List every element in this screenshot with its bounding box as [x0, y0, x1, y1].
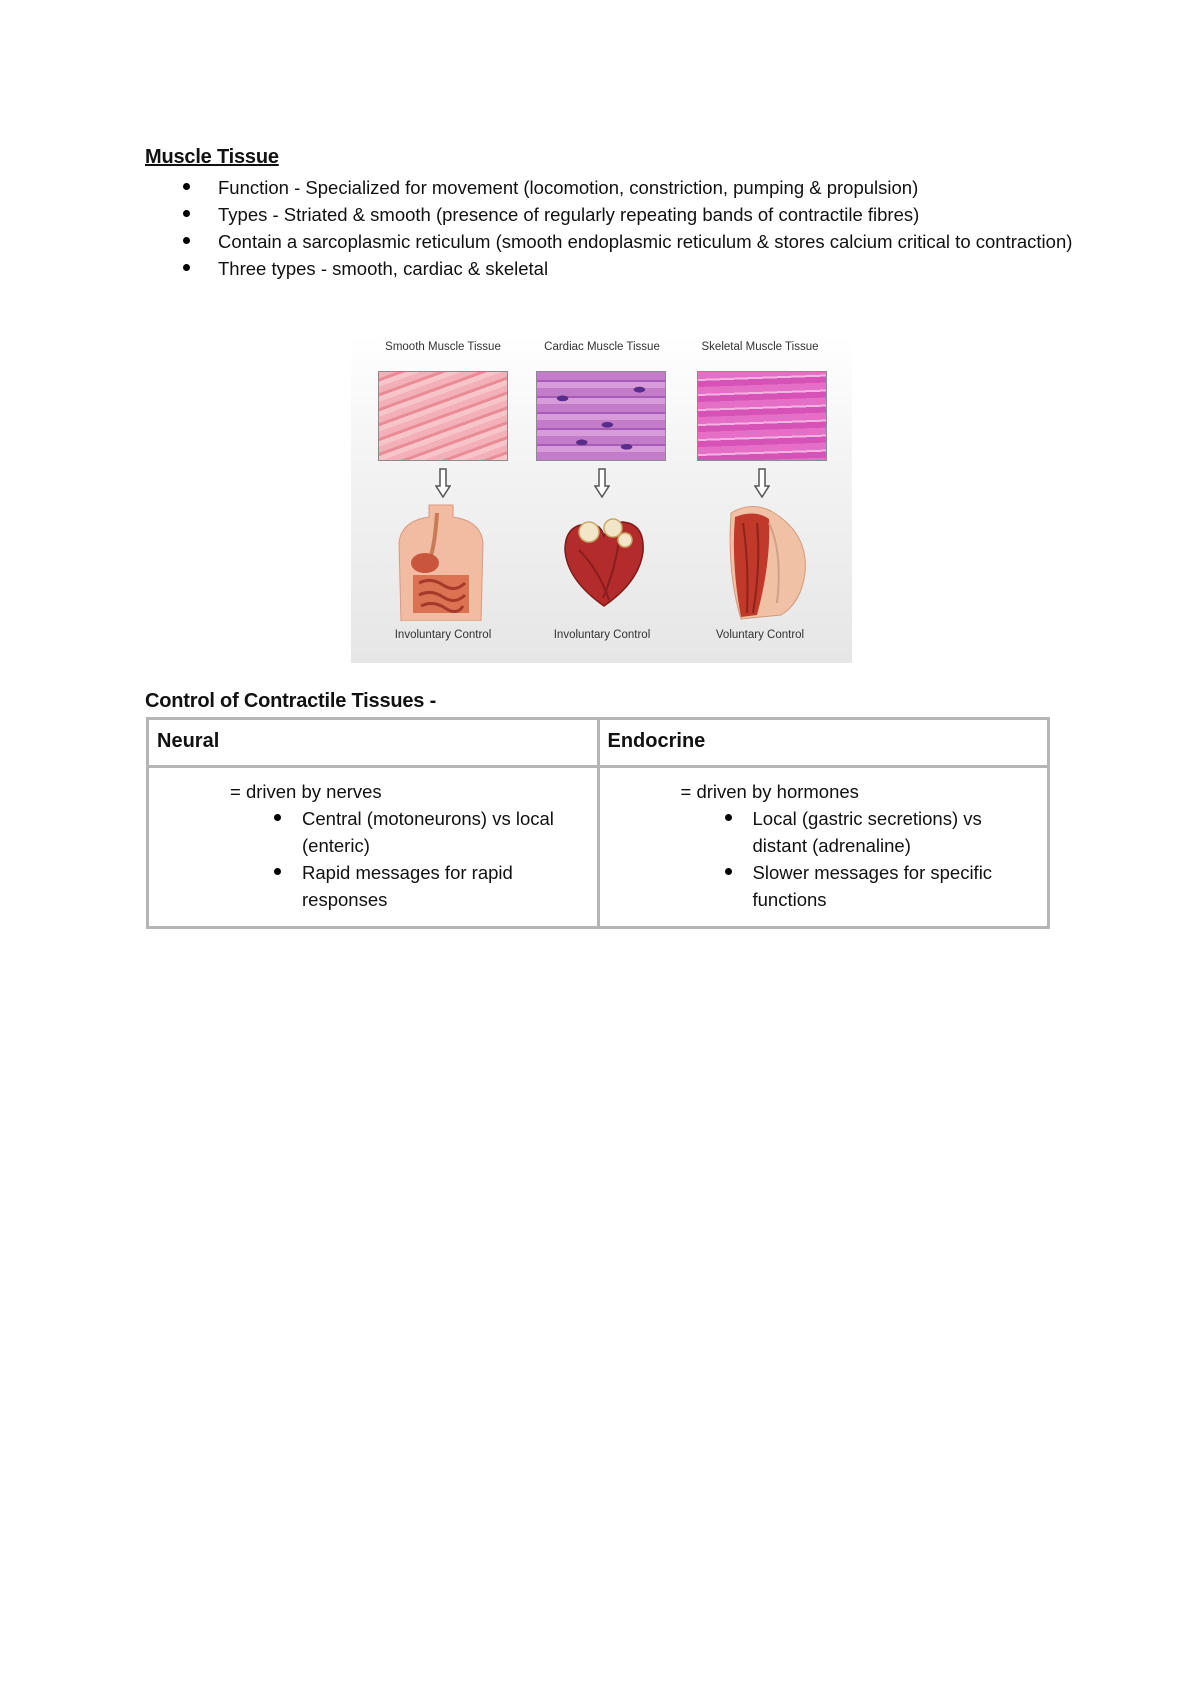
neural-bullet-list: [157, 805, 589, 913]
bullet-item: Slower messages for specific functions: [608, 859, 1040, 913]
endocrine-lead: = driven by hormones: [680, 781, 859, 802]
neural-cell: [148, 767, 599, 928]
figure-caption-skeletal: Skeletal Muscle Tissue: [701, 341, 819, 353]
table-header-endocrine: Endocrine: [598, 719, 1049, 767]
figure-caption-cardiac: Cardiac Muscle Tissue: [544, 341, 660, 353]
figure-caption-smooth: Smooth Muscle Tissue: [385, 341, 501, 353]
bullet-item: Three types - smooth, cardiac & skeletal: [145, 255, 1075, 282]
muscle-types-figure: [351, 335, 852, 663]
bullet-item: Types - Striated & smooth (presence of regularly repeating bands of contractile fibres): [145, 201, 1075, 228]
control-table: [146, 717, 1050, 929]
table-row: [148, 767, 1049, 928]
digestive-system-icon: [391, 503, 491, 621]
endocrine-cell: [598, 767, 1049, 928]
down-arrow-icon: [435, 468, 451, 498]
endocrine-bullet-list: [608, 805, 1040, 913]
skeletal-muscle-micrograph: [697, 371, 827, 461]
arm-muscle-icon: [721, 503, 811, 621]
smooth-muscle-micrograph: [378, 371, 508, 461]
bullet-item: Central (motoneurons) vs local (enteric): [157, 805, 589, 859]
muscle-tissue-bullet-list: [145, 174, 1075, 282]
figure-footer-skeletal: Voluntary Control: [715, 629, 805, 641]
bullet-item: Contain a sarcoplasmic reticulum (smooth endoplasmic reticulum & stores calcium critical to contraction): [145, 228, 1075, 255]
down-arrow-icon: [594, 468, 610, 498]
heart-icon: [559, 510, 649, 610]
table-header-neural: Neural: [148, 719, 599, 767]
figure-footer-cardiac: Involuntary Control: [553, 629, 651, 641]
figure-footer-smooth: Involuntary Control: [394, 629, 492, 641]
section-title-control: Control of Contractile Tissues -: [145, 690, 437, 712]
bullet-item: Function - Specialized for movement (locomotion, constriction, pumping & propulsion): [145, 174, 1075, 201]
section-title-muscle-tissue: Muscle Tissue: [145, 146, 279, 168]
neural-lead: = driven by nerves: [230, 781, 382, 802]
bullet-item: Local (gastric secretions) vs distant (adrenaline): [608, 805, 1040, 859]
table-header-row: [148, 719, 1049, 767]
bullet-item: Rapid messages for rapid responses: [157, 859, 589, 913]
cardiac-muscle-micrograph: [536, 371, 666, 461]
down-arrow-icon: [754, 468, 770, 498]
